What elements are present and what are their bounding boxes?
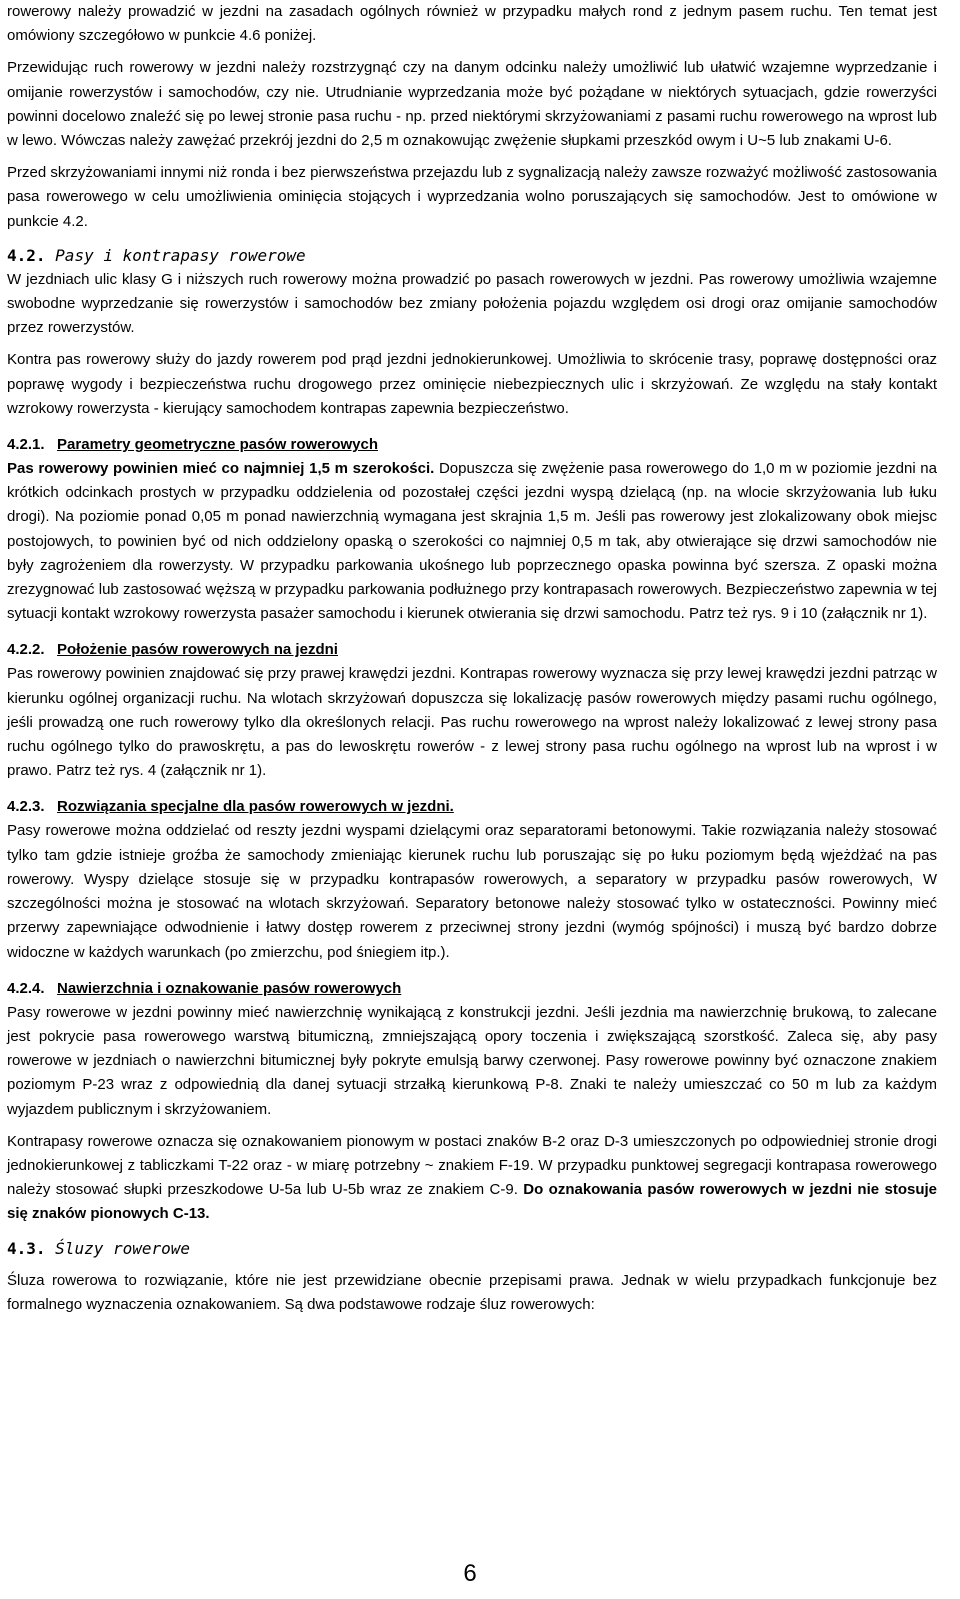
paragraph-overtaking: Przewidując ruch rowerowy w jezdni należy rozstrzygnąć czy na danym odcinku należy umożliwić lub ułatwić wzajemne wyprzedzanie i omijanie rowerzystów i samochodów, czy nie. Utrudnianie wyprzedzania może być pożądane w niektórych sytuacjach, gdzie rowerzyści powinni docelowo znaleźć się po lewej stronie pasa ruchu - np. przed niektórymi skrzyżowaniami z pasami ruchu rowerowego na wprost lub w lewo. Wówczas należy zawężać przekrój jezdni do 2,5 m oznakowując zwężenie słupkami przeszkód owym i U~5 lub znakami U-6.	[7, 59, 937, 150]
paragraph-4-2-1-bold: Pas rowerowy powinien mieć co najmniej 1,5 m szerokości.	[7, 460, 435, 478]
heading-4-2-4-number: 4.2.4.	[7, 979, 45, 997]
heading-4-3	[7, 1237, 937, 1261]
paragraph-4-2-4-b-bold: Do oznakowania pasów rowerowych w jezdni nie stosuje się znaków pionowych C-13.	[7, 1181, 937, 1223]
paragraph-4-2-1	[7, 457, 937, 626]
paragraph-4-2-4-b	[7, 1130, 937, 1227]
heading-4-3-number: 4.3.	[7, 1238, 46, 1258]
heading-4-3-title: Śluzy rowerowe	[55, 1238, 191, 1258]
heading-4-2-1-title: Parametry geometryczne pasów rowerowych	[57, 436, 379, 454]
paragraph-intersections: Przed skrzyżowaniami innymi niż ronda i bez pierwszeństwa przejazdu lub z sygnalizacją należy zawsze rozważyć możliwość zastosowania pasa rowerowego w celu umożliwienia ominięcia stojących i wyprzedzania wolno poruszających się samochodów. Jest to omówione w punkcie 4.2.	[7, 164, 937, 230]
paragraph-4-3: Śluza rowerowa to rozwiązanie, które nie jest przewidziane obecnie przepisami prawa. Jednak w wielu przypadkach funkcjonuje bez formalnego wyznaczenia oznakowaniem. Są dwa podstawowe rodzaje śluz rowerowych:	[7, 1271, 937, 1313]
paragraph-4-2-4-a: Pasy rowerowe w jezdni powinny mieć nawierzchnię wynikającą z konstrukcji jezdni. Jeśli jezdnia ma nawierzchnię brukową, to zalecane jest pokrycie pasa rowerowego warstwą bitumiczną, zmniejszającą opory toczenia i zwiększającą szorstkość. Zaleca się, aby pasy rowerowe w jezdniach o nawierzchni bitumicznej były pokryte emulsją barwy czerwonej. Pasy rowerowe powinny być oznaczone znakiem poziomym P-23 wraz z odpowiednią dla danej sytuacji strzałką kierunkową P-8. Znaki te należy umieszczać co 50 m lub za każdym wyjazdem publicznym i skrzyżowaniem.	[7, 1003, 937, 1118]
heading-4-2-2	[7, 638, 937, 662]
paragraph-4-2-3: Pasy rowerowe można oddzielać od reszty jezdni wyspami dzielącymi oraz separatorami betonowymi. Takie rozwiązania należy stosować tylko tam gdzie istnieje groźba że samochody zmieniając kierunek ruchu lub poruszając się po łuku poziomym będą wjeżdżać na pas rowerowy. Wyspy dzielące stosuje się w przypadku kontrapasów rowerowych, a separatory w przypadku pasów rowerowych, W szczególności można je stosować na wlotach skrzyżowań. Separatory betonowe należy stosować tylko w ostateczności. Powinny mieć przerwy zapewniające odwodnienie i łatwy dostęp rowerem z przeciwnej strony jezdni (wymóg spójności) i muszą być bardzo dobrze widoczne w każdych warunkach (po zmierzchu, pod śniegiem itp.).	[7, 822, 937, 961]
heading-4-2-title: Pasy i kontrapasy rowerowe	[55, 245, 306, 265]
heading-4-2-number: 4.2.	[7, 245, 46, 265]
heading-4-2	[7, 244, 937, 268]
heading-4-2-3	[7, 795, 937, 819]
paragraph-4-2-4-b-text: Kontrapasy rowerowe oznacza się oznakowaniem pionowym w postaci znaków B-2 oraz D-3 umieszczonych po odpowiedniej stronie drogi jednokierunkowej z tabliczkami T-22 oraz - w miarę potrzebny ~ znakiem F-19. W przypadku punktowej segregacji kontrapasa rowerowego należy stosować słupki przeszkodowe U-5a lub U-5b wraz ze znakiem C-9.	[7, 1132, 937, 1199]
heading-4-2-2-number: 4.2.2.	[7, 641, 45, 659]
paragraph-4-2-b: Kontra pas rowerowy służy do jazdy rowerem pod prąd jezdni jednokierunkowej. Umożliwia to skrócenie trasy, poprawę dostępności oraz poprawę wygody i bezpieczeństwa ruchu drogowego przez ominięcie niebezpiecznych ulic i skrzyżowań. Ze względu na stały kontakt wzrokowy rowerzysta - kierujący samochodem kontrapas zapewnia bezpieczeństwo.	[7, 351, 937, 417]
heading-4-2-3-title: Rozwiązania specjalne dla pasów rowerowych w jezdni.	[57, 798, 454, 816]
heading-4-2-1-number: 4.2.1.	[7, 436, 45, 454]
heading-4-2-3-number: 4.2.3.	[7, 798, 45, 816]
paragraph-4-2-a: W jezdniach ulic klasy G i niższych ruch rowerowy można prowadzić po pasach rowerowych w jezdni. Pas rowerowy umożliwia wzajemne swobodne wyprzedzanie się rowerzystów i samochodów bez zmiany położenia pojazdu względem osi drogi oraz omijanie samochodów przez rowerzystów.	[7, 270, 937, 337]
page-number: 6	[463, 1560, 477, 1587]
heading-4-2-2-title: Położenie pasów rowerowych na jezdni	[57, 641, 338, 659]
paragraph-intro: rowerowy należy prowadzić w jezdni na zasadach ogólnych również w przypadku małych rond z jednym pasem ruchu. Ten temat jest omówiony szczegółowo w punkcie 4.6 poniżej.	[7, 3, 937, 45]
paragraph-4-2-2: Pas rowerowy powinien znajdować się przy prawej krawędzi jezdni. Kontrapas rowerowy wyznacza się przy lewej krawędzi jezdni patrząc w kierunku ogólnej organizacji ruchu. Na wlotach skrzyżowań dopuszcza się lokalizację pasów rowerowych między pasami ruchu ogólnego, jeśli prowadzą one ruch rowerowy tylko dla określonych relacji. Pas ruchu rowerowego na wprost należy lokalizować z lewej strony pasa ruchu ogólnego tylko do prawoskrętu, a pas do lewoskrętu rowerów - z lewej strony pasa ruchu ogólnego na wprost lub na wprost i w prawo. Patrz też rys. 4 (załącznik nr 1).	[7, 665, 937, 780]
paragraph-4-2-1-rest: Dopuszcza się zwężenie pasa rowerowego do 1,0 m w poziomie jezdni na krótkich odcinkach prostych w przypadku oddzielenia od pozostałej części jezdni wyspą dzielącą (np. na wlocie skrzyżowania lub łuku drogi). Na poziomie ponad 0,05 m ponad nawierzchnią wymagana jest skrajnia 1,5 m. Jeśli pas rowerowy jest zlokalizowany obok miejsc postojowych, to powinien być od nich oddzielony opaską o szerokości co najmniej 0,5 m tak, aby otwierające się drzwi samochodów nie były zagrożeniem dla rowerzysty. W przypadku parkowania ukośnego lub poprzecznego opaska powinna być szersza. Z opaski można zrezygnować lub zastosować węższą w przypadku parkowania podłużnego przy kontrapasach rowerowych. Bezpieczeństwo zapewnia w tej sytuacji kontakt wzrokowy rowerzysta pasażer samochodu i kierunek otwierania się drzwi samochodu. Patrz też rys. 9 i 10 (załącznik nr 1).	[7, 460, 937, 623]
heading-4-2-4-title: Nawierzchnia i oznakowanie pasów rowerowych	[57, 979, 402, 997]
heading-4-2-1	[7, 433, 937, 457]
heading-4-2-4	[7, 977, 937, 1001]
